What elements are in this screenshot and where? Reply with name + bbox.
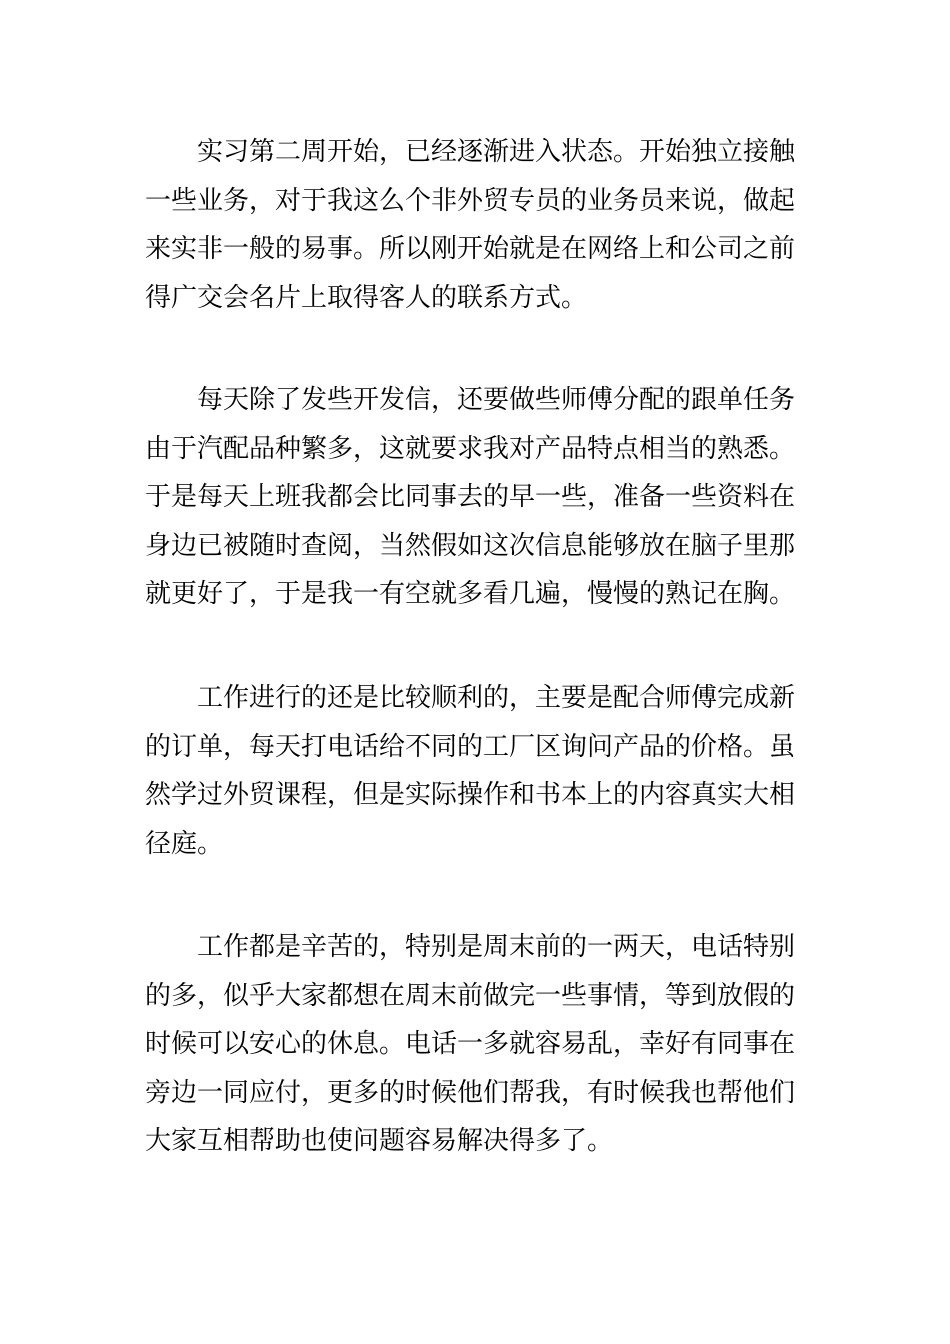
paragraph-line: 来实非一般的易事。所以刚开始就是在网络上和公司之前 [145, 234, 796, 264]
paragraph-1 [145, 128, 805, 322]
paragraph-line: 身边已被随时查阅，当然假如这次信息能够放在脑子里那 [145, 530, 796, 561]
paragraph-line: 实习第二周开始，已经逐渐进入状态。开始独立接触 [197, 137, 796, 167]
paragraph-line: 大家互相帮助也使问题容易解决得多了。 [145, 1126, 614, 1156]
paragraph-line: 径庭。 [145, 828, 224, 859]
paragraph-line: 然学过外贸课程，但是实际操作和书本上的内容真实大相 [145, 780, 796, 810]
paragraph-line: 工作都是辛苦的，特别是周末前的一两天，电话特别 [197, 932, 796, 962]
paragraph-2 [145, 376, 805, 619]
paragraph-line: 于是每天上班我都会比同事去的早一些，准备一些资料在 [145, 482, 796, 512]
paragraph-line: 工作进行的还是比较顺利的，主要是配合师傅完成新 [197, 683, 796, 713]
paragraph-3 [145, 674, 805, 868]
paragraph-line: 旁边一同应付，更多的时候他们帮我，有时候我也帮他们 [145, 1077, 796, 1108]
paragraph-line: 时候可以安心的休息。电话一多就容易乱，幸好有同事在 [145, 1029, 796, 1059]
paragraph-line: 由于汽配品种繁多，这就要求我对产品特点相当的熟悉。 [145, 433, 796, 464]
paragraph-line: 的多，似乎大家都想在周末前做完一些事情，等到放假的 [145, 980, 796, 1011]
paragraph-4 [145, 923, 805, 1166]
paragraph-line: 得广交会名片上取得客人的联系方式。 [145, 282, 588, 313]
paragraph-line: 每天除了发些开发信，还要做些师傅分配的跟单任务 [197, 385, 796, 415]
paragraph-line: 就更好了，于是我一有空就多看几遍，慢慢的熟记在胸。 [145, 579, 796, 609]
paragraph-line: 一些业务，对于我这么个非外贸专员的业务员来说，做起 [145, 185, 796, 216]
paragraph-line: 的订单，每天打电话给不同的工厂区询问产品的价格。虽 [145, 731, 796, 762]
